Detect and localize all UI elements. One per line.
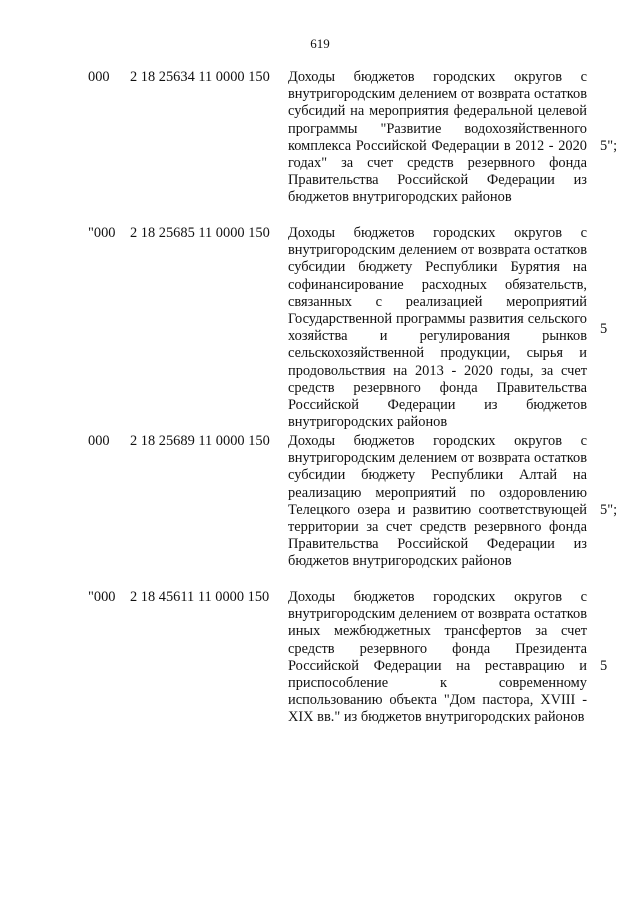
row-value: 5"; [600,502,618,518]
row-description: Доходы бюджетов городских округов с внутригородским делением от возврата остатков субсидий на мероприятия федеральной целевой программы "Развитие водохозяйственного комплекса Российской Федерации в 2012 - 2020 годах" за счет средств резервного фонда Правительства Российской Федерации из бюджетов внутригородских районов [288,69,587,206]
row-description: Доходы бюджетов городских округов с внутригородским делением от возврата остатков субсидии бюджету Республики Алтай на реализацию мероприятий по оздоровлению Телецкого озера и развитию соответствующей территории за счет средств резервного фонда Правительства Российской Федерации из бюджетов внутригородских районов [288,433,587,570]
row-kbk: 2 18 25634 11 0000 150 [130,69,270,85]
row-value: 5"; [600,138,618,154]
row-kbk: 2 18 45611 11 0000 150 [130,589,270,605]
page-number: 619 [310,36,330,51]
row-value: 5 [600,658,608,674]
row-description: Доходы бюджетов городских округов с внутригородским делением от возврата остатков субсидии бюджету Республики Бурятия на софинансирование расходных обязательств, связанных с реализацией мероприятий Государственной программы развития сельского хозяйства и регулирования рынков сельскохозяйственной продукции, сырья и продовольствия на 2013 - 2020 годы, за счет средств резервного фонда Правительства Российской Федерации из бюджетов внутригородских районов [288,225,587,431]
row-value: 5 [600,321,608,337]
row-kbk: 2 18 25685 11 0000 150 [130,225,270,241]
row-code: "000 [88,225,116,241]
row-description: Доходы бюджетов городских округов с внутригородским делением от возврата остатков иных межбюджетных трансфертов за счет средств резервного фонда Президента Российской Федерации на реставрацию и приспособление к современному использованию объекта "Дом пастора, XVIII - XIX вв." из бюджетов внутригородских районов [288,589,587,726]
row-code: "000 [88,589,116,605]
row-kbk: 2 18 25689 11 0000 150 [130,433,270,449]
row-code: 000 [88,69,110,85]
row-code: 000 [88,433,110,449]
